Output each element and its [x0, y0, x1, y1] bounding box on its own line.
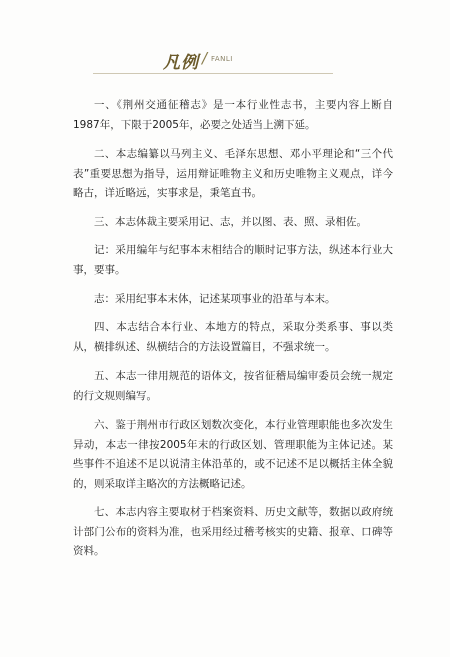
chapter-subtitle-pinyin: FANLI — [211, 55, 233, 63]
paragraph-4: 四、本志结合本行业、本地方的特点，采取分类系事、事以类从，横排纵述、纵横结合的方法设置篇目，不强求统一。 — [73, 321, 393, 353]
paragraph-ji: 记：采用编年与纪事本末相结合的顺时记事方法，纵述本行业大事，要事。 — [73, 244, 393, 276]
paragraph-2: 二、本志编纂以马列主义、毛泽东思想、邓小平理论和“三个代表”重要思想为指导，运用辩证唯物主义和历史唯物主义观点，详今略古，详近略远，实事求是，秉笔直书。 — [73, 148, 393, 199]
title-slash-mark: / — [202, 49, 208, 67]
paragraph-zhi: 志：采用纪事本末体，记述某项事业的沿革与本末。 — [94, 293, 336, 305]
paragraph-3: 三、本志体裁主要采用记、志，并以图、表、照、录相佐。 — [94, 216, 367, 228]
paragraph-6: 六、鉴于荆州市行政区划数次变化，本行业管理职能也多次发生异动，本志一律按2005年末的行政区划、管理职能为主体记述。某些事件不追述不足以说清主体沿革的，或不记述不足以概括主体全貌的，则采取详主略次的方法概略记述。 — [73, 419, 393, 490]
paragraph-5: 五、本志一律用规范的语体文，按省征稽局编审委员会统一规定的行文规则编写。 — [73, 370, 393, 402]
chapter-title: 凡例 — [163, 53, 199, 73]
paragraph-7: 七、本志内容主要取材于档案资料、历史文献等，数据以政府统计部门公布的资料为准，也采用经过稽考核实的史籍、报章、口碑等资料。 — [73, 506, 393, 557]
paragraph-1: 一、《荆州交通征稽志》是一本行业性志书，主要内容上断自1987年，下限于2005年，必要之处适当上溯下延。 — [73, 99, 393, 131]
